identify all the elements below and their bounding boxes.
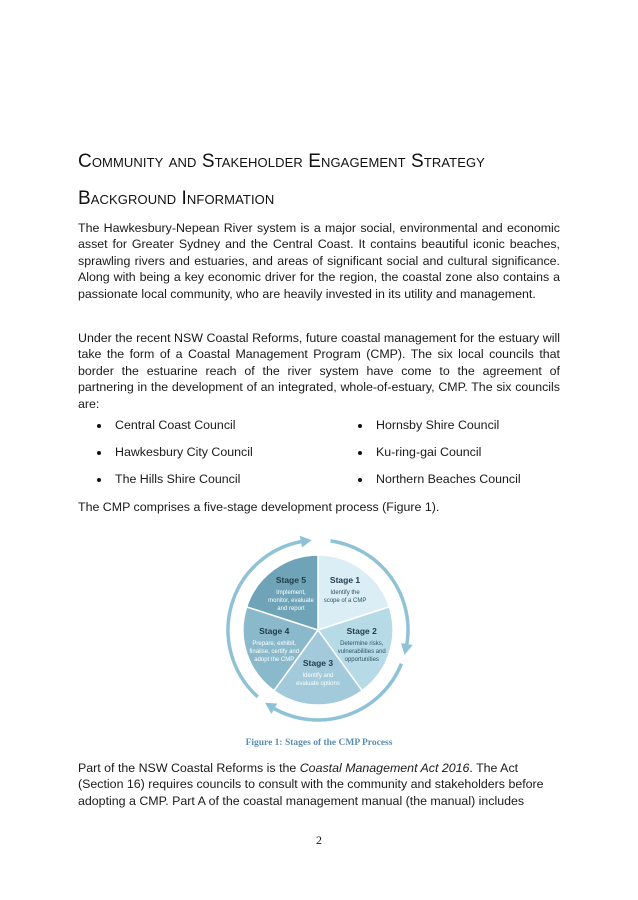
stage-1-description: Identify the — [330, 589, 360, 596]
stage-3-description: evaluate options — [296, 681, 340, 687]
paragraph-intro: The Hawkesbury-Nepean River system is a major social, environmental and economic asset for Greater Sydney and the Central Coast. It contains beautiful iconic beaches, sprawling rivers and estuaries, and areas of significant social and cultural significance. Along with being a key economic driver for the region, the coastal zone also contains a passionate local community, who are heavily invested in its utility and management. — [78, 221, 560, 301]
figure-caption: Figure 1: Stages of the CMP Process — [245, 738, 393, 748]
stage-5-description: monitor, evaluate — [268, 597, 314, 604]
stage-4-description: finalise, certify and — [249, 649, 300, 656]
council-name: The Hills Shire Council — [115, 472, 241, 486]
stage-2-description: opportunities — [344, 657, 379, 664]
stage-2-description: Determine risks, — [340, 641, 384, 648]
list-item — [376, 418, 499, 432]
council-name: Ku-ring-gai Council — [376, 445, 482, 459]
list-item — [376, 445, 481, 459]
section-heading: Background Information — [78, 188, 275, 209]
page-number: 2 — [316, 833, 322, 847]
list-item — [115, 418, 236, 432]
paragraph-act — [78, 760, 560, 809]
stage-1-title: Stage 1 — [329, 574, 361, 585]
stage-2-title: Stage 2 — [346, 626, 377, 637]
stage-2-description: vulnerabilities and — [337, 649, 386, 656]
bullet-icon — [97, 451, 101, 455]
stage-5-title: Stage 5 — [275, 574, 307, 585]
list-item — [115, 472, 240, 486]
bullet-icon — [358, 478, 362, 482]
list-item — [115, 445, 253, 459]
stage-4-description: Prepare, exhibit, — [252, 641, 297, 648]
paragraph-reforms: Under the recent NSW Coastal Reforms, future coastal management for the estuary will take the form of a Coastal Management Program (CMP). The six local councils that border the estuarine reach of the river system have come to the agreement of partnering in the development of an integrated, whole-of-estuary, CMP. The six councils are: — [78, 331, 560, 411]
cycle-arrow-head — [401, 643, 413, 655]
act-name: Coastal Management Act 2016 — [299, 761, 470, 775]
page-title: Community and Stakeholder Engagement Strategy — [78, 151, 485, 172]
council-name: Hawkesbury City Council — [115, 445, 253, 459]
paragraph-cmp: The CMP comprises a five-stage development process (Figure 1). — [78, 500, 440, 514]
list-item — [376, 472, 521, 486]
stage-5-description: Implement, — [276, 589, 306, 596]
stage-4-description: adopt the CMP — [254, 657, 295, 664]
stage-3-title: Stage 3 — [302, 658, 334, 668]
stage-3-description: Identify and — [302, 673, 334, 679]
act-text-start: Part of the NSW Coastal Reforms is the — [78, 761, 300, 775]
act-text-end: . The Act (Section 16) requires councils to consult with the community and stakeholders before adopting a CMP. Part A of the coastal management manual (the manual) includes — [78, 761, 544, 808]
council-name: Northern Beaches Council — [376, 472, 521, 486]
stage-4-title: Stage 4 — [259, 626, 290, 637]
bullet-icon — [358, 424, 362, 428]
council-name: Central Coast Council — [115, 418, 236, 432]
stage-1-description: scope of a CMP — [323, 597, 367, 604]
bullet-icon — [97, 478, 101, 482]
bullet-icon — [358, 451, 362, 455]
bullet-icon — [97, 424, 101, 428]
council-name: Hornsby Shire Council — [376, 418, 500, 432]
cycle-arrow-head — [300, 536, 312, 548]
stage-5-description: and report — [277, 605, 305, 612]
cmp-stages-diagram — [218, 530, 418, 730]
